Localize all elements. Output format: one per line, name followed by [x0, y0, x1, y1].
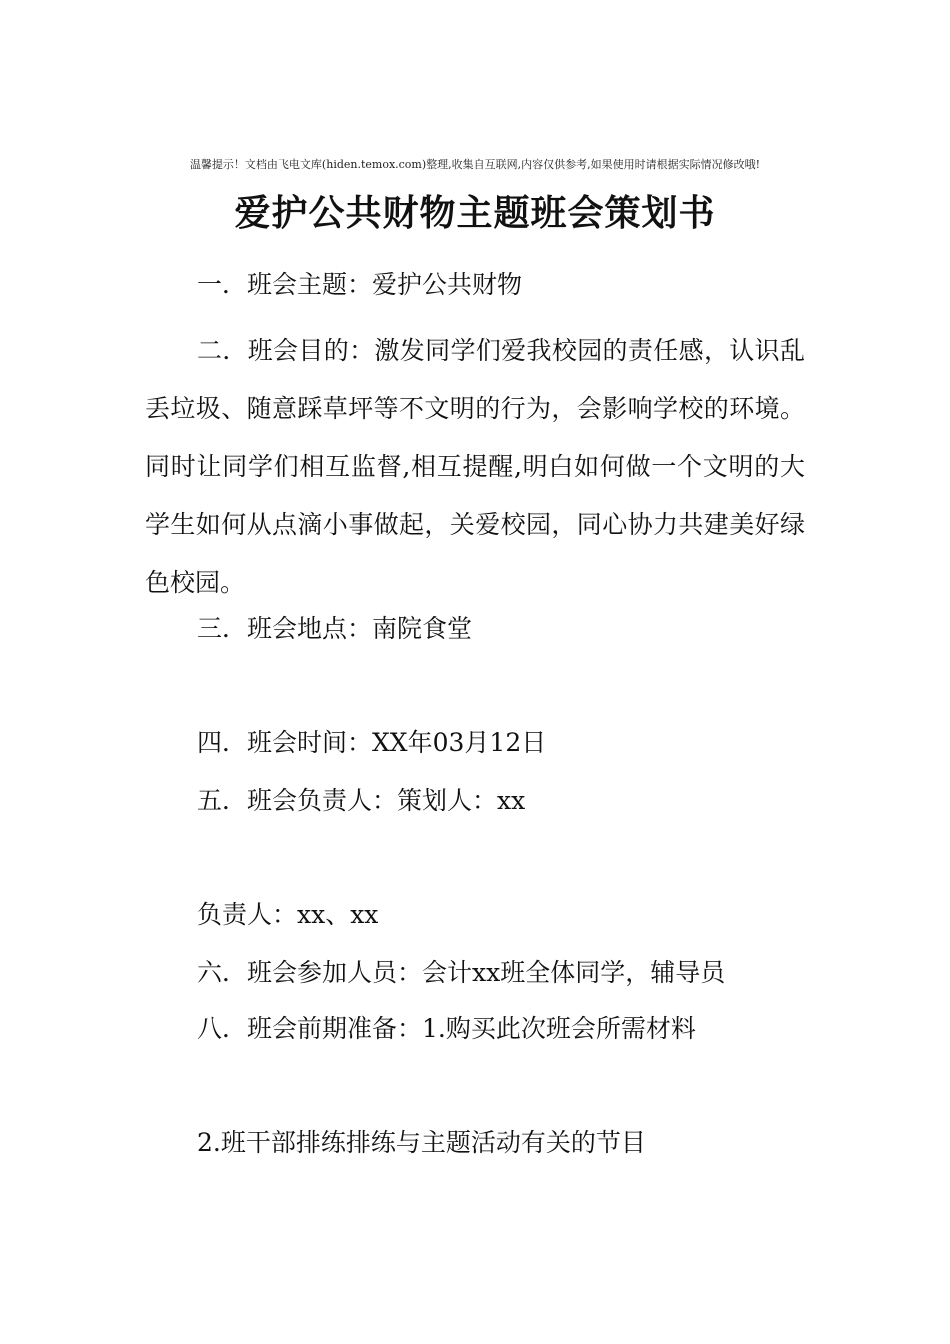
item-responsible: 负责人：xx、xx [197, 900, 379, 929]
source-notice: 温馨提示！文档由飞电文库(hiden.temox.com)整理,收集自互联网,内容仅供参考,如果使用时请根据实际情况修改哦! [189, 158, 761, 171]
document-title: 爱护公共财物主题班会策划书 [234, 192, 716, 234]
item-time: 四．班会时间：XX年03月12日 [197, 728, 547, 757]
item-participants: 六．班会参加人员：会计xx班全体同学，辅导员 [197, 958, 726, 987]
item-purpose: 二．班会目的：激发同学们爱我校园的责任感，认识乱丢垃圾、随意踩草坪等不文明的行为，会影响学校的环境。同时让同学们相互监督,相互提醒,明白如何做一个文明的大学生如何从点滴小事做起，关爱校园，同心协力共建美好绿色校园。 [145, 336, 805, 597]
item-preparation: 八．班会前期准备：1.购买此次班会所需材料 [197, 1014, 696, 1043]
item-location: 三．班会地点：南院食堂 [197, 614, 473, 643]
item-organizer: 五．班会负责人：策划人：xx [197, 786, 526, 815]
item-preparation-step-2: 2.班干部排练排练与主题活动有关的节目 [197, 1128, 646, 1157]
item-theme: 一．班会主题：爱护公共财物 [197, 270, 523, 299]
